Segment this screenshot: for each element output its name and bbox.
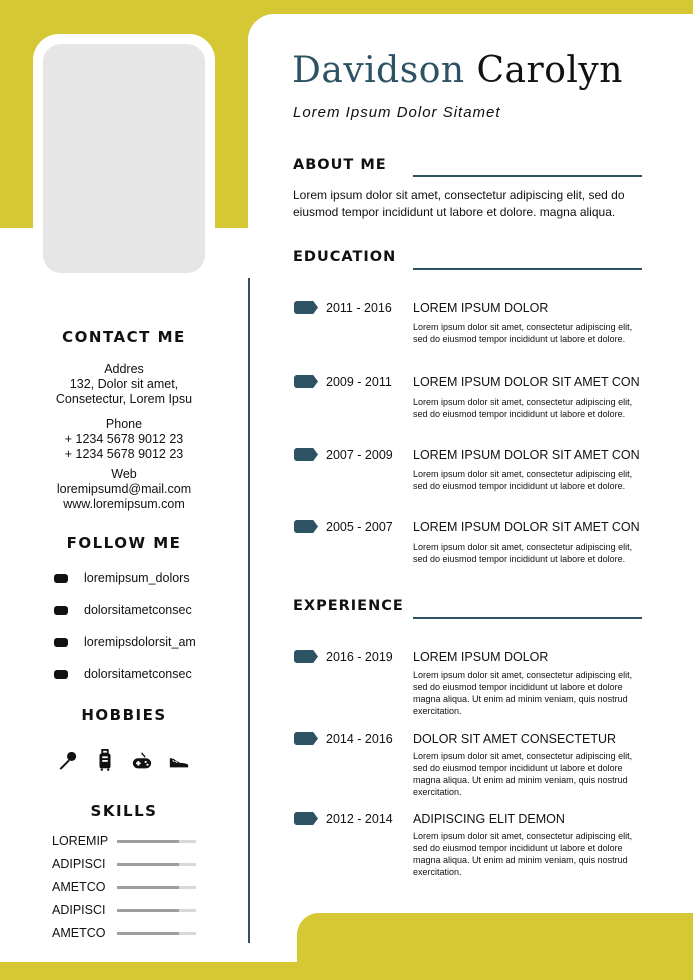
experience-years: 2014 - 2016 — [326, 732, 393, 746]
desc-line: Lorem ipsum dolor sit amet, consectetur adipiscing elit, — [413, 542, 633, 552]
experience-years: 2016 - 2019 — [326, 650, 393, 664]
address-line: Consetectur, Lorem Ipsu — [55, 392, 193, 406]
candidate-name — [292, 50, 623, 91]
last-name: Carolyn — [476, 50, 623, 91]
experience-description — [413, 669, 649, 717]
social-icon — [54, 670, 68, 679]
education-title: EDUCATION — [293, 249, 397, 265]
experience-title-line — [413, 617, 642, 619]
email-link[interactable]: loremipsumd@mail.com — [56, 482, 192, 496]
experience-title: EXPERIENCE — [293, 598, 404, 614]
sneaker-icon — [168, 750, 190, 772]
entry-marker-icon — [294, 650, 318, 663]
entry-marker-icon — [294, 520, 318, 533]
skill-label: LOREMIP — [52, 834, 109, 848]
skill-label: AMETCO — [52, 880, 106, 894]
education-description — [413, 321, 649, 345]
desc-line: sed do eiusmod tempor incididunt ut labore et dolore — [413, 682, 623, 692]
skill-label: ADIPISCI — [52, 857, 106, 871]
skill-row — [52, 903, 202, 917]
desc-line: sed do eiusmod tempor incididunt ut labore et dolore — [413, 843, 623, 853]
footer-yellow-corner — [297, 913, 693, 980]
skills-title: SKILLS — [90, 802, 158, 820]
desc-line: magna aliqua. Ut enim ad minim veniam, quis nostrud — [413, 855, 628, 865]
about-title-line — [413, 175, 642, 177]
skill-bar-fill — [117, 886, 179, 889]
desc-line: Lorem ipsum dolor sit amet, consectetur adipiscing elit, — [413, 831, 633, 841]
education-description — [413, 468, 649, 492]
contact-details — [0, 362, 248, 512]
address-line: 132, Dolor sit amet, — [69, 377, 179, 391]
social-handle: dolorsitametconsec — [84, 603, 192, 617]
desc-line: sed do eiusmod tempor incididunt ut labore et dolore. — [413, 554, 626, 564]
social-link[interactable] — [54, 602, 192, 618]
about-title: ABOUT ME — [293, 157, 387, 173]
entry-marker-icon — [294, 448, 318, 461]
social-icon — [54, 606, 68, 615]
experience-title-text: LOREM IPSUM DOLOR — [413, 650, 549, 664]
profile-photo-placeholder — [43, 44, 205, 273]
gamepad-icon — [131, 750, 153, 772]
skill-label: AMETCO — [52, 926, 106, 940]
education-years: 2011 - 2016 — [326, 301, 392, 315]
education-title-text: LOREM IPSUM DOLOR — [413, 301, 549, 315]
desc-line: sed do eiusmod tempor incididunt ut labore et dolore — [413, 763, 623, 773]
candidate-subtitle: Lorem Ipsum Dolor Sitamet — [293, 104, 501, 121]
experience-years: 2012 - 2014 — [326, 812, 393, 826]
website-link[interactable]: www.loremipsum.com — [63, 497, 185, 511]
entry-marker-icon — [294, 375, 318, 388]
education-years: 2007 - 2009 — [326, 448, 393, 462]
skill-row — [52, 880, 202, 894]
follow-title: FOLLOW ME — [66, 534, 182, 552]
desc-line: Lorem ipsum dolor sit amet, consectetur adipiscing elit, — [413, 469, 633, 479]
social-link[interactable] — [54, 666, 192, 682]
social-handle: dolorsitametconsec — [84, 667, 192, 681]
entry-marker-icon — [294, 301, 318, 314]
experience-title-text: DOLOR SIT AMET CONSECTETUR — [413, 732, 617, 746]
phone-number: + 1234 5678 9012 23 — [64, 432, 184, 446]
skill-bar-track — [117, 886, 196, 889]
desc-line: exercitation. — [413, 706, 462, 716]
social-icon — [54, 638, 68, 647]
skill-bar-track — [117, 863, 196, 866]
phone-label: Phone — [105, 417, 143, 431]
skill-row — [52, 834, 202, 848]
desc-line: exercitation. — [413, 787, 462, 797]
desc-line: exercitation. — [413, 867, 462, 877]
hobbies-title: HOBBIES — [81, 706, 167, 724]
skill-bar-track — [117, 909, 196, 912]
microphone-icon — [56, 750, 78, 772]
social-link[interactable] — [54, 570, 190, 586]
education-years: 2009 - 2011 — [326, 375, 392, 389]
entry-marker-icon — [294, 732, 318, 745]
skill-bar-fill — [117, 863, 179, 866]
social-icon — [54, 574, 68, 583]
experience-description — [413, 830, 649, 878]
social-link[interactable] — [54, 634, 196, 650]
desc-line: sed do eiusmod tempor incididunt ut labore et dolore. — [413, 334, 626, 344]
skill-row — [52, 857, 202, 871]
desc-line: magna aliqua. Ut enim ad minim veniam, quis nostrud — [413, 775, 628, 785]
entry-marker-icon — [294, 812, 318, 825]
education-title-text: LOREM IPSUM DOLOR SIT AMET CON — [413, 520, 640, 534]
contact-title: CONTACT ME — [62, 328, 186, 346]
desc-line: Lorem ipsum dolor sit amet, consectetur adipiscing elit, — [413, 397, 633, 407]
skill-label: ADIPISCI — [52, 903, 106, 917]
desc-line: Lorem ipsum dolor sit amet, consectetur adipiscing elit, — [413, 322, 633, 332]
about-text: Lorem ipsum dolor sit amet, consectetur adipiscing elit, sed do eiusmod tempor incididunt ut labore et dolore. magna aliqua. — [293, 188, 625, 219]
skill-bar-fill — [117, 932, 179, 935]
desc-line: sed do eiusmod tempor incididunt ut labore et dolore. — [413, 409, 626, 419]
education-title-text: LOREM IPSUM DOLOR SIT AMET CON — [413, 375, 640, 389]
first-name: Davidson — [292, 50, 465, 91]
experience-title-text: ADIPISCING ELIT DEMON — [413, 812, 565, 826]
desc-line: Lorem ipsum dolor sit amet, consectetur adipiscing elit, — [413, 751, 633, 761]
phone-number: + 1234 5678 9012 23 — [64, 447, 184, 461]
education-years: 2005 - 2007 — [326, 520, 393, 534]
luggage-icon — [94, 749, 116, 771]
experience-description — [413, 750, 649, 798]
skill-bar-fill — [117, 909, 179, 912]
social-handle: loremipsum_dolors — [84, 571, 190, 585]
education-title-text: LOREM IPSUM DOLOR SIT AMET CON — [413, 448, 640, 462]
skill-bar-fill — [117, 840, 179, 843]
desc-line: Lorem ipsum dolor sit amet, consectetur adipiscing elit, — [413, 670, 633, 680]
desc-line: sed do eiusmod tempor incididunt ut labore et dolore. — [413, 481, 626, 491]
desc-line: magna aliqua. Ut enim ad minim veniam, quis nostrud — [413, 694, 628, 704]
address-label: Addres — [104, 362, 144, 376]
column-divider — [248, 278, 250, 943]
skill-bar-track — [117, 932, 196, 935]
skill-bar-track — [117, 840, 196, 843]
education-description — [413, 541, 649, 565]
social-handle: loremipsdolorsit_am — [84, 635, 196, 649]
education-description — [413, 396, 649, 420]
education-title-line — [413, 268, 642, 270]
web-label: Web — [111, 467, 137, 481]
skill-row — [52, 926, 202, 940]
